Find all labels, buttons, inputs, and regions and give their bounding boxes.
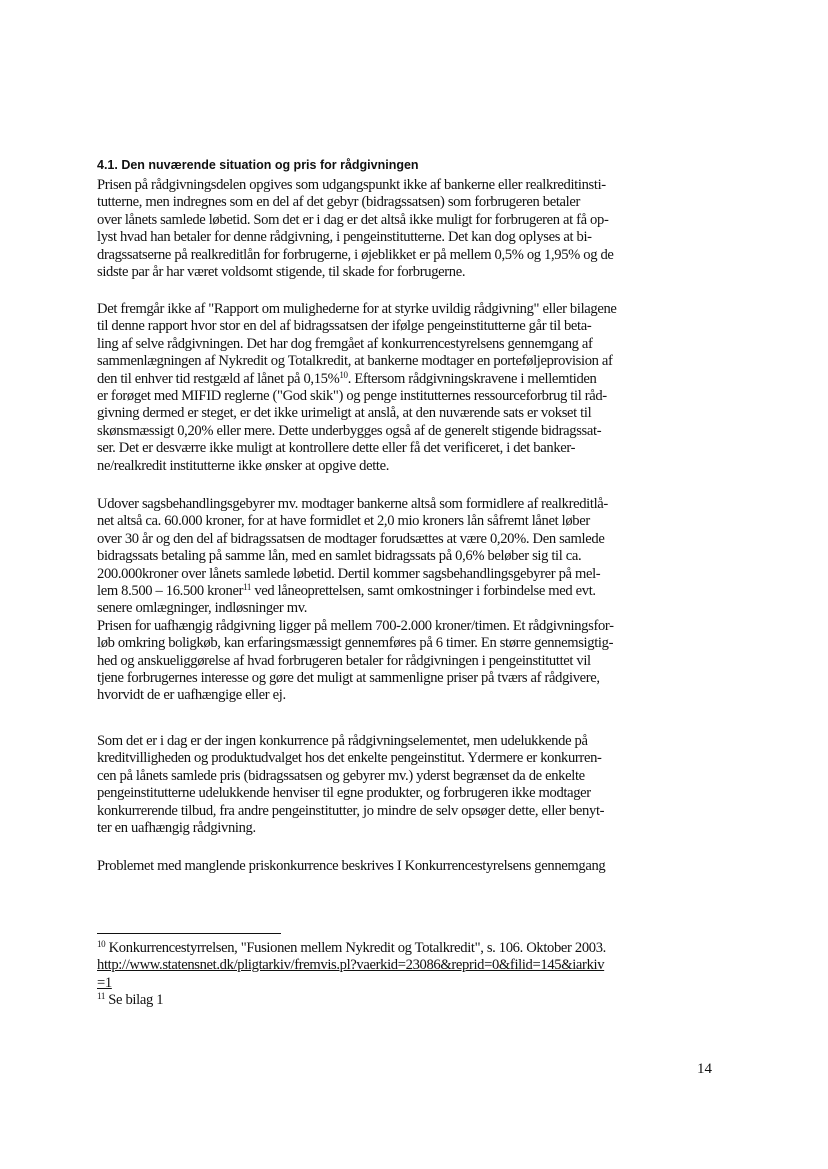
footnote-ref-10[interactable]: 10 xyxy=(339,369,348,380)
text-line: kreditvilligheden og produktudvalget hos det enkelte pengeinstitut. Ydermere er konkurren- xyxy=(97,750,602,767)
text-line: sammenlægningen af Nykredit og Totalkredit, at bankerne modtager en porteføljeprovision af xyxy=(97,353,613,370)
footnote-separator xyxy=(97,933,281,934)
text-line: til denne rapport hvor stor en del af bidragssatsen der ifølge pengeinstitutterne går til beta- xyxy=(97,318,592,335)
paragraph-5 xyxy=(97,858,725,875)
text-line: givning dermed er steget, er det ikke urimeligt at anslå, at den nuværende sats er vokset til xyxy=(97,405,592,422)
text-line: dragssatserne på realkreditlån for forbrugerne, i øjeblikket er på mellem 0,5% og 1,95% og de xyxy=(97,246,614,263)
text-line: senere omlægninger, indløsninger mv. xyxy=(97,600,308,617)
text-line: Problemet med manglende priskonkurrence beskrives I Konkurrencestyrelsens gennemgang xyxy=(97,858,606,874)
text-run: . Eftersom rådgivningskravene i mellemtiden xyxy=(347,370,597,387)
text-line: bidragssats betaling på samme lån, med en samlet bidragssats på 0,6% beløber sig til ca. xyxy=(97,548,582,565)
text-line: sidste par år har været voldsomt stigende, til skade for forbrugerne. xyxy=(97,264,466,281)
footnote-link[interactable]: http://www.statensnet.dk/pligtarkiv/fremvis.pl?vaerkid=23086&reprid=0&filid=145&iarkiv xyxy=(97,957,605,974)
text-line-with-note-ref xyxy=(97,583,725,600)
text-line: ter en uafhængig rådgivning. xyxy=(97,820,256,837)
footnote-number: 10 xyxy=(97,939,106,949)
text-line: Prisen for uafhængig rådgivning ligger på mellem 700-2.000 kroner/timen. Et rådgivningsfor- xyxy=(97,617,614,634)
footnote-number: 11 xyxy=(97,991,105,1002)
footnote-text: Se bilag 1 xyxy=(104,992,164,1009)
footnote-11 xyxy=(97,992,725,1009)
text-line: 200.000kroner over lånets samlede løbetid. Dertil kommer sagsbehandlingsgebyrer på mel- xyxy=(97,565,601,582)
text-line: over lånets samlede løbetid. Som det er i dag er det altså ikke muligt for forbrugeren at få op- xyxy=(97,211,609,228)
text-line: ne/realkredit institutterne ikke ønsker at opgive dette. xyxy=(97,457,390,474)
paragraph-4 xyxy=(97,733,725,837)
footnote-text: Konkurrencestyrrelsen, "Fusionen mellem Nykredit og Totalkredit", s. 106. Oktober 2003. xyxy=(105,940,606,956)
footnotes xyxy=(97,940,725,1010)
text-line: tjene forbrugernes interesse og gøre det muligt at sammenligne priser på tværs af rådgivere, xyxy=(97,670,600,687)
text-line: lyst hvad han betaler for denne rådgivning, i pengeinstitutterne. Det kan dog oplyses at bi- xyxy=(97,229,592,246)
page-number: 14 xyxy=(697,1061,712,1077)
text-line: hvorvidt de er uafhængige eller ej. xyxy=(97,687,286,704)
text-line-with-note-ref xyxy=(97,371,725,388)
paragraph-2 xyxy=(97,301,725,475)
footnote-ref-11[interactable]: 11 xyxy=(243,582,252,593)
text-line: net altså ca. 60.000 kroner, for at have formidlet et 2,0 mio kroners lån såfremt lånet løber xyxy=(97,513,590,530)
text-line: pengeinstitutterne udelukkende henviser til egne produkter, og forbrugeren ikke modtager xyxy=(97,785,591,802)
text-line: Udover sagsbehandlingsgebyrer mv. modtager bankerne altså som formidlere af realkreditlå- xyxy=(97,496,608,512)
text-run: ved låneoprettelsen, samt omkostninger i forbindelse med evt. xyxy=(251,583,596,600)
text-line: skønsmæssigt 0,20% eller mere. Dette underbygges også af de generelt stigende bidragssat- xyxy=(97,422,602,439)
paragraph-3 xyxy=(97,496,725,705)
section-heading: 4.1. Den nuværende situation og pris for rådgivningen xyxy=(97,158,419,172)
text-line: cen på lånets samlede pris (bidragssatsen og gebyrer mv.) yderst begrænset da de enkelte xyxy=(97,767,585,784)
text-run: lem 8.500 – 16.500 kroner xyxy=(97,583,244,600)
text-line: er forøget med MIFID reglerne ("God skik") og penge institutternes ressourceforbrug til råd- xyxy=(97,388,607,405)
paragraph-1 xyxy=(97,177,725,281)
text-line: Som det er i dag er der ingen konkurrence på rådgivningselementet, men udelukkende på xyxy=(97,733,588,749)
text-line: konkurrerende tilbud, fra andre pengeinstitutter, jo mindre de selv opsøger dette, eller benyt- xyxy=(97,802,605,819)
text-run: den til enhver tid restgæld af lånet på 0,15% xyxy=(97,370,340,387)
text-line: hed og anskueliggørelse af hvad forbrugeren betaler for rådgivningen i pengeinstituttet vil xyxy=(97,652,591,669)
text-line: løb omkring boligkøb, kan erfaringsmæssigt gennemføres på 6 timer. En større gennemsigtig- xyxy=(97,635,614,652)
footnote-10 xyxy=(97,940,725,957)
text-line: Prisen på rådgivningsdelen opgives som udgangspunkt ikke af bankerne eller realkreditinsti- xyxy=(97,177,606,193)
footnote-link-continued[interactable]: =1 xyxy=(97,974,112,991)
text-line: over 30 år og den del af bidragssatsen de modtager forudsættes at være 0,20%. Den samlede xyxy=(97,530,605,547)
text-line: Det fremgår ikke af "Rapport om mulighederne for at styrke uvildig rådgivning" eller bilagene xyxy=(97,301,617,317)
text-line: tutterne, men indregnes som en del af det gebyr (bidragssatsen) som forbrugeren betaler xyxy=(97,194,580,211)
text-line: ling af selve rådgivningen. Det har dog fremgået af konkurrencestyrelsens gennemgang af xyxy=(97,335,593,352)
text-line: ser. Det er desværre ikke muligt at kontrollere dette eller få det verificeret, i det banker- xyxy=(97,440,576,457)
